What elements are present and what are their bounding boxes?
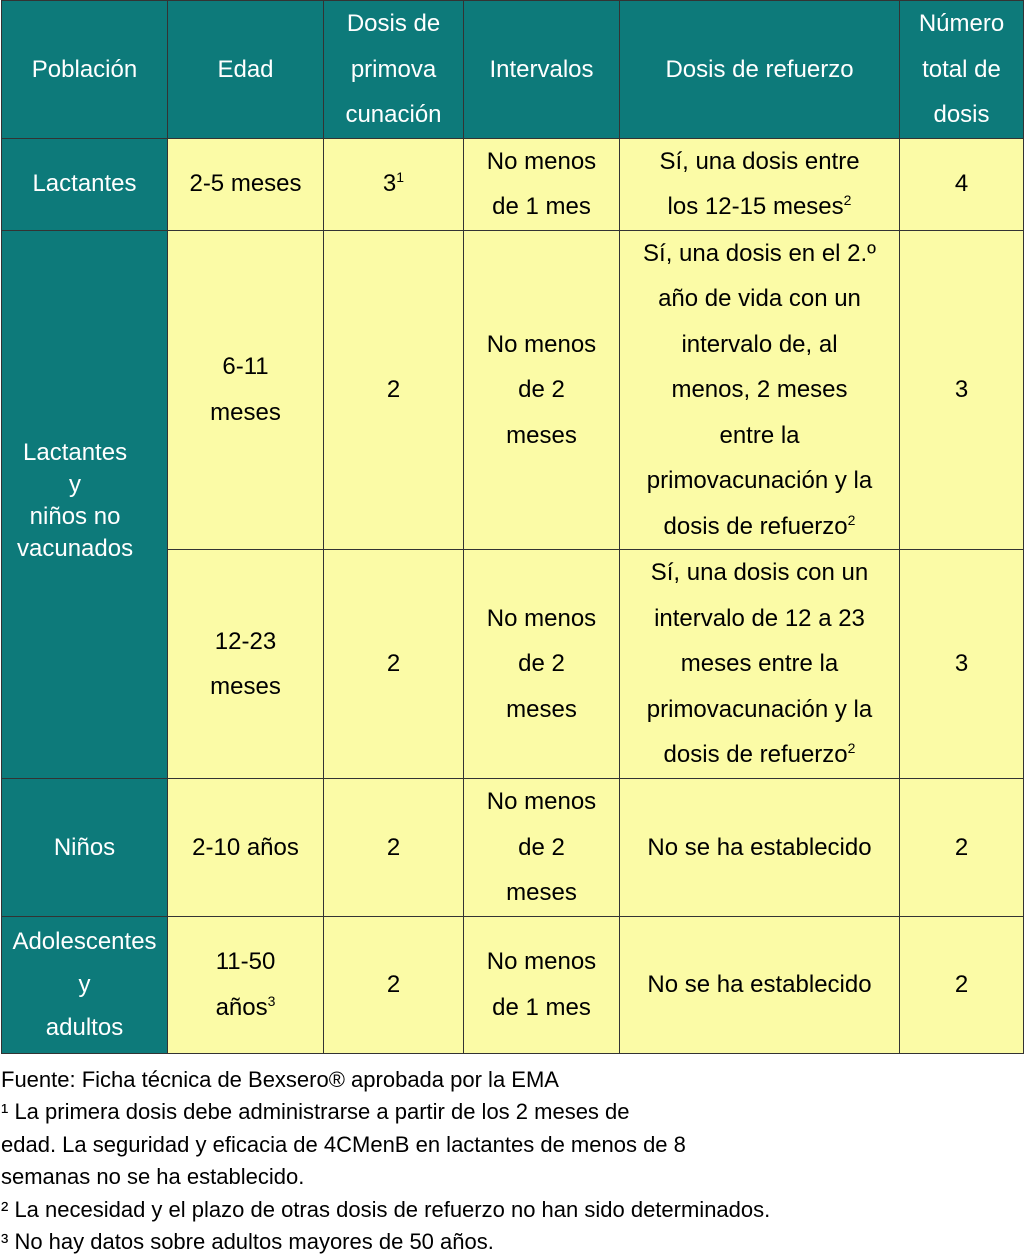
footnotes	[0, 1054, 1024, 1259]
poblacion-cell: Adolescentes y adultos	[2, 916, 168, 1053]
intervalo-cell: No menos de 2 meses	[464, 779, 620, 917]
header-poblacion: Población	[2, 1, 168, 139]
refuerzo-cell: No se ha establecido	[620, 916, 900, 1053]
poblacion-cell: Niños	[2, 779, 168, 917]
total-cell: 4	[900, 138, 1024, 230]
poblacion-cell: Lactantes	[2, 138, 168, 230]
edad-cell: 11-50 años$^3$	[168, 916, 324, 1053]
refuerzo-cell: Sí, una dosis en el 2.º año de vida con un intervalo de, al menos, 2 meses entre la primovacunación y la dosis de refuerzo$^2$	[620, 230, 900, 550]
header-dosis-primovacunacion: Dosis de primova cunación	[324, 1, 464, 139]
footnote-1-line: semanas no se ha establecido.	[1, 1161, 1024, 1194]
vaccination-schedule-table	[1, 0, 1024, 1054]
total-cell: 2	[900, 779, 1024, 917]
dosis-cell: 2	[324, 550, 464, 779]
table-row	[2, 779, 1024, 917]
intervalo-cell: No menos de 1 mes	[464, 916, 620, 1053]
header-dosis-refuerzo: Dosis de refuerzo	[620, 1, 900, 139]
table-row	[2, 230, 1024, 550]
source-note: Fuente: Ficha técnica de Bexsero® aprobada por la EMA	[1, 1064, 1024, 1097]
poblacion-cell: Lactantes y niños no vacunados	[2, 230, 168, 779]
header-intervalos: Intervalos	[464, 1, 620, 139]
total-cell: 2	[900, 916, 1024, 1053]
header-edad: Edad	[168, 1, 324, 139]
intervalo-cell: No menos de 1 mes	[464, 138, 620, 230]
edad-cell: 2-5 meses	[168, 138, 324, 230]
header-row	[2, 1, 1024, 139]
dosis-cell: 2	[324, 779, 464, 917]
refuerzo-cell: Sí, una dosis entre los 12-15 meses$^2$	[620, 138, 900, 230]
refuerzo-cell: No se ha establecido	[620, 779, 900, 917]
dosis-cell: 2	[324, 916, 464, 1053]
refuerzo-cell: Sí, una dosis con un intervalo de 12 a 23 meses entre la primovacunación y la dosis de refuerzo$^2$	[620, 550, 900, 779]
footnote-2: ² La necesidad y el plazo de otras dosis de refuerzo no han sido determinados.	[1, 1194, 1024, 1227]
intervalo-cell: No menos de 2 meses	[464, 230, 620, 550]
table-row	[2, 916, 1024, 1053]
total-cell: 3	[900, 230, 1024, 550]
total-cell: 3	[900, 550, 1024, 779]
intervalo-cell: No menos de 2 meses	[464, 550, 620, 779]
dosis-cell: $3^1$	[324, 138, 464, 230]
table-row	[2, 138, 1024, 230]
dosis-cell: 2	[324, 230, 464, 550]
header-numero-total: Número total de dosis	[900, 1, 1024, 139]
edad-cell: 12-23 meses	[168, 550, 324, 779]
footnote-3: ³ No hay datos sobre adultos mayores de 50 años.	[1, 1226, 1024, 1259]
footnote-1-line: ¹ La primera dosis debe administrarse a partir de los 2 meses de	[1, 1096, 1024, 1129]
edad-cell: 6-11 meses	[168, 230, 324, 550]
footnote-1-line: edad. La seguridad y eficacia de 4CMenB en lactantes de menos de 8	[1, 1129, 1024, 1162]
edad-cell: 2-10 años	[168, 779, 324, 917]
